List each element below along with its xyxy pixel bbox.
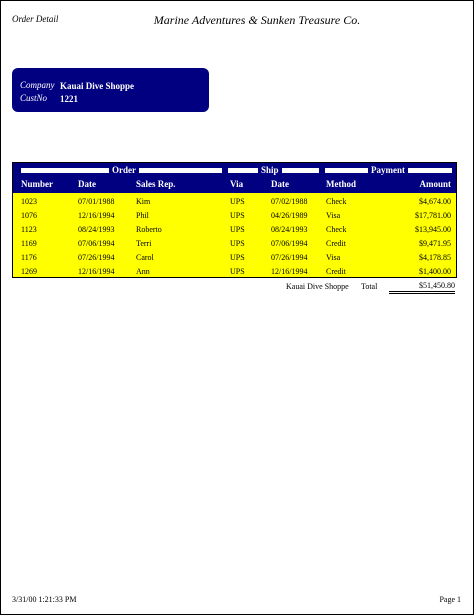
- grid-header: [13, 163, 456, 193]
- cell-via: UPS: [230, 267, 245, 276]
- group-ship: [228, 166, 319, 175]
- cell-ship-date: 07/26/1994: [271, 253, 308, 262]
- company-label: Company: [20, 80, 55, 90]
- cell-rep: Ann: [136, 267, 150, 276]
- cell-method: Credit: [326, 267, 346, 276]
- total-amount: $51,450.80: [389, 281, 455, 294]
- report-label: Order Detail: [12, 14, 59, 24]
- col-method: Method: [326, 179, 356, 189]
- custno-value: 1221: [60, 94, 78, 104]
- order-grid: [12, 162, 457, 278]
- footer-timestamp: 3/31/00 1:21:33 PM: [12, 595, 77, 604]
- cell-date: 12/16/1994: [78, 267, 115, 276]
- cell-via: UPS: [230, 225, 245, 234]
- table-row: [13, 251, 456, 265]
- cell-number: 1076: [21, 211, 37, 220]
- cell-ship-date: 08/24/1993: [271, 225, 308, 234]
- col-ship-date: Date: [271, 179, 289, 189]
- cell-date: 07/01/1988: [78, 197, 115, 206]
- cell-method: Credit: [326, 239, 346, 248]
- table-row: [13, 195, 456, 209]
- cell-method: Visa: [326, 253, 341, 262]
- cell-number: 1123: [21, 225, 37, 234]
- custno-label: CustNo: [20, 93, 48, 103]
- col-sales-rep: Sales Rep.: [136, 179, 176, 189]
- footer-page-number: Page 1: [439, 595, 461, 604]
- cell-ship-date: 04/26/1989: [271, 211, 308, 220]
- cell-via: UPS: [230, 197, 245, 206]
- company-value: Kauai Dive Shoppe: [60, 81, 135, 91]
- cell-date: 07/06/1994: [78, 239, 115, 248]
- cell-amount: $9,471.95: [419, 239, 451, 248]
- cell-rep: Carol: [136, 253, 154, 262]
- cell-date: 12/16/1994: [78, 211, 115, 220]
- cell-amount: $4,674.00: [419, 197, 451, 206]
- cell-date: 08/24/1993: [78, 225, 115, 234]
- group-payment: [325, 166, 452, 175]
- cell-via: UPS: [230, 239, 245, 248]
- cell-ship-date: 12/16/1994: [271, 267, 308, 276]
- group-ship-label: Ship: [258, 166, 282, 175]
- cell-rep: Roberto: [136, 225, 162, 234]
- cell-number: 1176: [21, 253, 37, 262]
- cell-method: Visa: [326, 211, 341, 220]
- table-row: [13, 223, 456, 237]
- cell-number: 1269: [21, 267, 37, 276]
- cell-via: UPS: [230, 211, 245, 220]
- cell-date: 07/26/1994: [78, 253, 115, 262]
- cell-method: Check: [326, 225, 347, 234]
- report-title: Marine Adventures & Sunken Treasure Co.: [153, 13, 361, 27]
- cell-number: 1169: [21, 239, 37, 248]
- cell-amount: $17,781.00: [415, 211, 451, 220]
- customer-panel: [12, 68, 209, 112]
- cell-via: UPS: [230, 253, 245, 262]
- cell-ship-date: 07/02/1988: [271, 197, 308, 206]
- total-label: Total: [361, 282, 378, 291]
- total-customer: Kauai Dive Shoppe: [286, 282, 349, 291]
- cell-rep: Kim: [136, 197, 151, 206]
- cell-amount: $1,400.00: [419, 267, 451, 276]
- group-order-label: Order: [109, 166, 139, 175]
- cell-rep: Phil: [136, 211, 149, 220]
- col-amount: Amount: [419, 179, 451, 189]
- col-number: Number: [21, 179, 53, 189]
- col-date: Date: [78, 179, 96, 189]
- col-via: Via: [230, 179, 244, 189]
- cell-method: Check: [326, 197, 347, 206]
- cell-amount: $4,178.85: [419, 253, 451, 262]
- group-payment-label: Payment: [368, 166, 408, 175]
- cell-ship-date: 07/06/1994: [271, 239, 308, 248]
- grid-body: [13, 193, 456, 278]
- cell-amount: $13,945.00: [415, 225, 451, 234]
- table-row: [13, 237, 456, 251]
- table-row: [13, 265, 456, 278]
- table-row: [13, 209, 456, 223]
- cell-rep: Terri: [136, 239, 152, 248]
- cell-number: 1023: [21, 197, 37, 206]
- group-order: [21, 166, 222, 175]
